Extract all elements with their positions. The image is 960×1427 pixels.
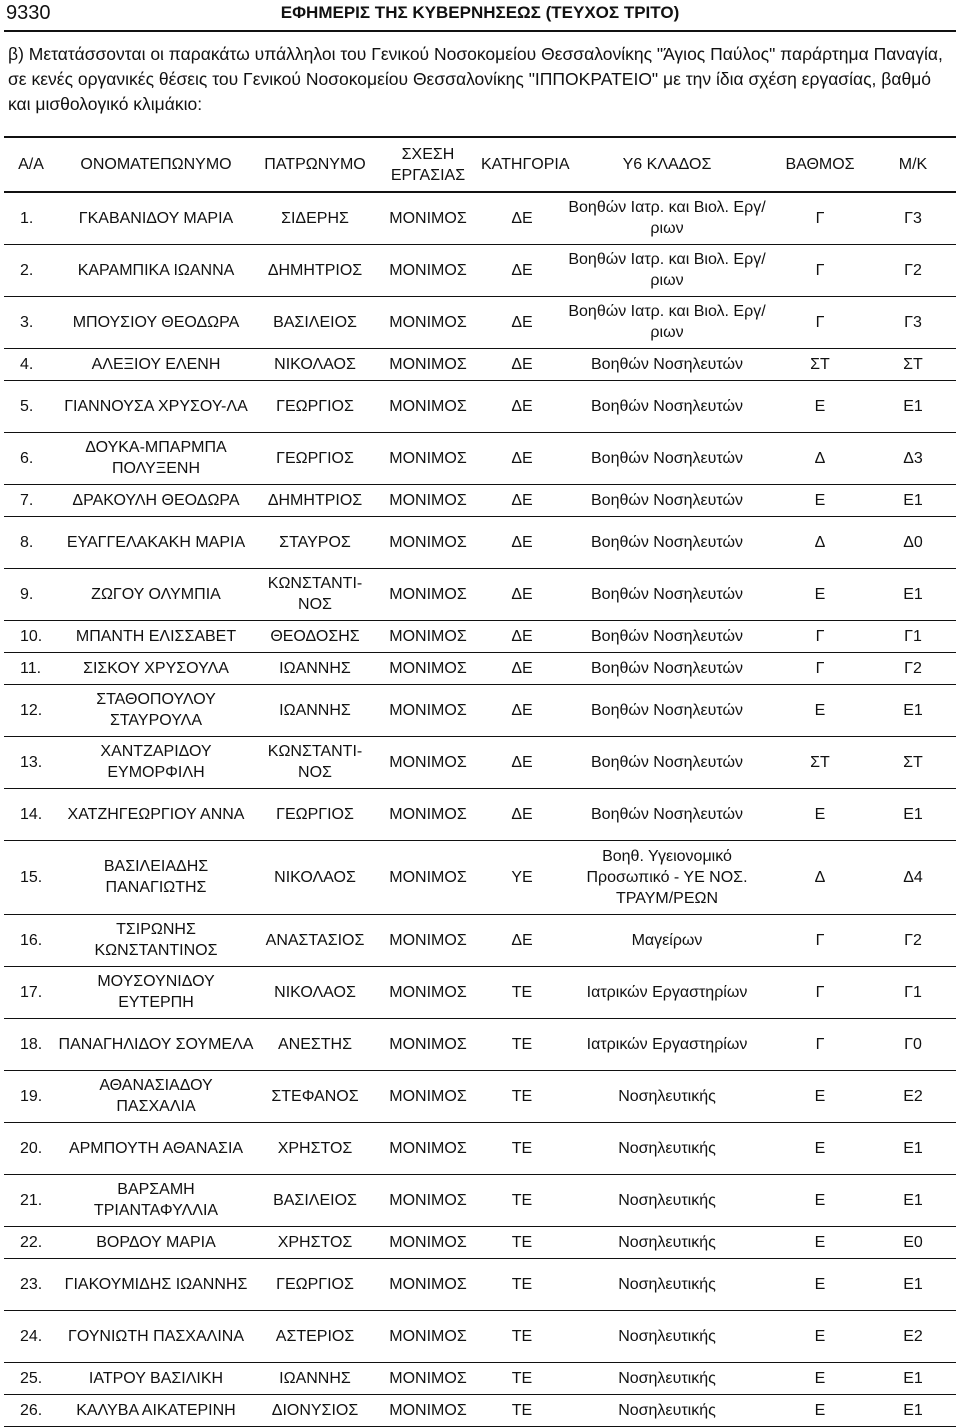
cell-category: ΔΕ xyxy=(511,701,533,719)
cell-aa: 10. xyxy=(20,627,43,645)
cell-grade: Ε xyxy=(814,1233,826,1251)
table-row xyxy=(4,1226,956,1258)
cell-category: ΤΕ xyxy=(511,1275,533,1293)
cell-branch: Ιατρικών Εργαστηρίων xyxy=(586,1035,748,1053)
cell-name: ΒΟΡΔΟΥ ΜΑΡΙΑ xyxy=(96,1233,216,1251)
cell-category: ΔΕ xyxy=(511,659,533,677)
cell-father: ΓΕΩΡΓΙΟΣ xyxy=(276,449,354,467)
table-row xyxy=(4,1070,956,1122)
cell-father: ΔΗΜΗΤΡΙΟΣ xyxy=(267,261,363,279)
cell-grade: Γ xyxy=(815,983,825,1001)
cell-mk: Δ0 xyxy=(903,533,923,551)
cell-relation: ΜΟΝΙΜΟΣ xyxy=(389,868,467,886)
cell-category: ΤΕ xyxy=(511,1191,533,1209)
cell-name: ΧΑΤΖΗΓΕΩΡΓΙΟΥ ΑΝΝΑ xyxy=(67,805,245,823)
cell-grade: Γ xyxy=(815,261,825,279)
cell-branch: Βοηθών Νοσηλευτών xyxy=(591,701,743,719)
cell-mk: Ε2 xyxy=(903,1327,923,1345)
cell-aa: 21. xyxy=(20,1191,43,1209)
page-number: 9330 xyxy=(6,2,51,24)
cell-aa: 18. xyxy=(20,1035,43,1053)
cell-father: ΙΩΑΝΝΗΣ xyxy=(279,701,351,719)
cell-branch: Βοηθών Νοσηλευτών xyxy=(591,533,743,551)
cell-mk: Ε1 xyxy=(903,491,923,509)
cell-mk: Ε1 xyxy=(903,1275,923,1293)
cell-category: ΤΕ xyxy=(511,983,533,1001)
cell-branch: Νοσηλευτικής xyxy=(618,1139,716,1157)
cell-name: ΚΑΡΑΜΠΙΚΑ ΙΩΑΝΝΑ xyxy=(77,261,235,279)
cell-grade: Ε xyxy=(814,585,826,603)
cell-branch: Νοσηλευτικής xyxy=(618,1401,716,1419)
cell-branch: Βοηθών Νοσηλευτών xyxy=(591,585,743,603)
cell-relation: ΜΟΝΙΜΟΣ xyxy=(389,1035,467,1053)
table-row xyxy=(4,1362,956,1394)
cell-mk: Γ3 xyxy=(904,313,922,331)
table-row xyxy=(4,348,956,380)
cell-mk: Δ3 xyxy=(903,449,923,467)
table-row xyxy=(4,192,956,244)
cell-category: ΔΕ xyxy=(511,805,533,823)
cell-branch: Βοηθών Νοσηλευτών xyxy=(591,805,743,823)
cell-branch: Βοηθών Ιατρ. και Βιολ. Εργ/ριων xyxy=(568,199,766,238)
table-row xyxy=(4,788,956,840)
cell-name: ΔΟΥΚΑ-ΜΠΑΡΜΠΑ ΠΟΛΥΞΕΝΗ xyxy=(85,439,227,477)
cell-relation: ΜΟΝΙΜΟΣ xyxy=(389,1275,467,1293)
cell-father: ΑΝΕΣΤΗΣ xyxy=(277,1035,352,1053)
cell-name: ΓΟΥΝΙΩΤΗ ΠΑΣΧΑΛΙΝΑ xyxy=(68,1327,244,1345)
cell-name: ΔΡΑΚΟΥΛΗ ΘΕΟΔΩΡΑ xyxy=(72,491,240,509)
cell-relation: ΜΟΝΙΜΟΣ xyxy=(389,753,467,771)
cell-name: ΜΠΑΝΤΗ ΕΛΙΣΣΑΒΕΤ xyxy=(75,627,237,645)
cell-branch: Νοσηλευτικής xyxy=(618,1275,716,1293)
cell-category: ΔΕ xyxy=(511,627,533,645)
cell-mk: Ε1 xyxy=(903,1191,923,1209)
cell-grade: ΣΤ xyxy=(810,355,830,373)
page-header xyxy=(4,0,956,32)
cell-relation: ΜΟΝΙΜΟΣ xyxy=(389,449,467,467)
cell-grade: Ε xyxy=(814,397,826,415)
cell-grade: ΣΤ xyxy=(810,753,830,771)
cell-father: ΣΤΕΦΑΝΟΣ xyxy=(271,1087,359,1105)
cell-branch: Βοηθών Ιατρ. και Βιολ. Εργ/ριων xyxy=(568,303,766,341)
cell-name: ΚΑΛΥΒΑ ΑΙΚΑΤΕΡΙΝΗ xyxy=(76,1401,236,1419)
cell-aa: 7. xyxy=(20,491,34,509)
col-header-relation: ΣΧΕΣΗ ΕΡΓΑΣΙΑΣ xyxy=(390,145,466,184)
cell-grade: Ε xyxy=(814,1087,826,1105)
cell-category: ΔΕ xyxy=(511,533,533,551)
cell-category: ΔΕ xyxy=(511,313,533,331)
cell-grade: Γ xyxy=(815,209,825,227)
cell-aa: 19. xyxy=(20,1087,43,1105)
cell-grade: Ε xyxy=(814,1275,826,1293)
cell-name: ΑΡΜΠΟΥΤΗ ΑΘΑΝΑΣΙΑ xyxy=(68,1139,244,1157)
cell-grade: Ε xyxy=(814,805,826,823)
intro-paragraph: β) Μετατάσσονται οι παρακάτω υπάλληλοι του Γενικού Νοσοκομείου Θεσσαλονίκης "Άγιος Παύλος" παράρτημα Παναγία, σε κενές οργανικές θέσεις του Γενικού Νοσοκομείου Θεσσαλονίκης "ΙΠΠΟΚΡΑΤΕΙΟ" με την ίδια σχέση εργασίας, βαθμό και μισθολογικό κλιμάκιο: xyxy=(8,44,943,114)
cell-aa: 26. xyxy=(20,1401,43,1419)
col-header-mk: Μ/Κ xyxy=(898,156,928,173)
cell-aa: 11. xyxy=(20,659,42,677)
cell-category: ΔΕ xyxy=(511,585,533,603)
cell-branch: Βοηθών Νοσηλευτών xyxy=(591,753,743,771)
cell-aa: 2. xyxy=(20,261,34,279)
cell-name: ΒΑΣΙΛΕΙΑΔΗΣ ΠΑΝΑΓΙΩΤΗΣ xyxy=(103,858,209,896)
cell-relation: ΜΟΝΙΜΟΣ xyxy=(389,983,467,1001)
cell-father: ΑΣΤΕΡΙΟΣ xyxy=(275,1327,355,1345)
cell-branch: Νοσηλευτικής xyxy=(618,1327,716,1345)
cell-relation: ΜΟΝΙΜΟΣ xyxy=(389,261,467,279)
cell-aa: 5. xyxy=(20,397,34,415)
cell-aa: 3. xyxy=(20,313,34,331)
cell-category: ΤΕ xyxy=(511,1035,533,1053)
cell-grade: Δ xyxy=(814,449,826,467)
cell-branch: Βοηθών Νοσηλευτών xyxy=(591,627,743,645)
table-row xyxy=(4,652,956,684)
cell-mk: Ε1 xyxy=(903,701,923,719)
cell-mk: Ε2 xyxy=(903,1087,923,1105)
cell-relation: ΜΟΝΙΜΟΣ xyxy=(389,931,467,949)
cell-grade: Γ xyxy=(815,931,825,949)
cell-aa: 25. xyxy=(20,1369,43,1387)
gazette-title: ΕΦΗΜΕΡΙΣ ΤΗΣ ΚΥΒΕΡΝΗΣΕΩΣ (ΤΕΥΧΟΣ ΤΡΙΤΟ) xyxy=(280,3,680,22)
cell-relation: ΜΟΝΙΜΟΣ xyxy=(389,701,467,719)
cell-father: ΝΙΚΟΛΑΟΣ xyxy=(274,355,356,373)
cell-name: ΒΑΡΣΑΜΗ ΤΡΙΑΝΤΑΦΥΛΛΙΑ xyxy=(93,1181,219,1219)
cell-category: ΔΕ xyxy=(511,261,533,279)
cell-mk: Ε1 xyxy=(903,805,923,823)
cell-father: ΣΙΔΕΡΗΣ xyxy=(281,209,349,227)
table-header-row xyxy=(4,137,956,192)
cell-name: ΓΙΑΚΟΥΜΙΔΗΣ ΙΩΑΝΝΗΣ xyxy=(64,1275,248,1293)
cell-name: ΧΑΝΤΖΑΡΙΔΟΥ ΕΥΜΟΡΦΙΛΗ xyxy=(100,743,212,781)
cell-father: ΙΩΑΝΝΗΣ xyxy=(279,659,351,677)
cell-grade: Γ xyxy=(815,313,825,331)
cell-mk: Ε1 xyxy=(903,1401,923,1419)
cell-category: ΥΕ xyxy=(511,868,533,886)
cell-grade: Ε xyxy=(814,1139,826,1157)
cell-name: ΣΙΣΚΟΥ ΧΡΥΣΟΥΛΑ xyxy=(83,659,229,677)
cell-father: ΚΩΝΣΤΑΝΤΙ-ΝΟΣ xyxy=(267,575,363,613)
cell-relation: ΜΟΝΙΜΟΣ xyxy=(389,1401,467,1419)
cell-branch: Βοηθών Νοσηλευτών xyxy=(591,491,743,509)
cell-category: ΤΕ xyxy=(511,1233,533,1251)
cell-aa: 16. xyxy=(20,931,43,949)
table-row xyxy=(4,244,956,296)
table-row xyxy=(4,966,956,1018)
table-row xyxy=(4,1394,956,1426)
cell-father: ΔΗΜΗΤΡΙΟΣ xyxy=(267,491,363,509)
cell-aa: 15. xyxy=(20,868,43,886)
cell-aa: 14. xyxy=(20,805,43,823)
cell-branch: Μαγείρων xyxy=(631,931,703,949)
cell-relation: ΜΟΝΙΜΟΣ xyxy=(389,313,467,331)
cell-aa: 23. xyxy=(20,1275,43,1293)
col-header-father: ΠΑΤΡΩΝΥΜΟ xyxy=(264,156,366,173)
cell-grade: Ε xyxy=(814,1369,826,1387)
cell-branch: Νοσηλευτικής xyxy=(618,1233,716,1251)
cell-father: ΝΙΚΟΛΑΟΣ xyxy=(274,868,356,886)
cell-mk: ΣΤ xyxy=(903,355,923,373)
cell-grade: Ε xyxy=(814,1191,826,1209)
cell-father: ΒΑΣΙΛΕΙΟΣ xyxy=(273,1191,357,1209)
cell-aa: 1. xyxy=(20,209,34,227)
cell-branch: Βοηθ. Υγειονομικό Προσωπικό - ΥΕ ΝΟΣ. ΤΡΑΥΜ/ΡΕΩΝ xyxy=(586,847,748,907)
table-row xyxy=(4,1018,956,1070)
cell-category: ΤΕ xyxy=(511,1369,533,1387)
table-row xyxy=(4,380,956,432)
cell-name: ΖΩΓΟΥ ΟΛΥΜΠΙΑ xyxy=(91,585,221,603)
cell-branch: Βοηθών Νοσηλευτών xyxy=(591,355,743,373)
cell-branch: Νοσηλευτικής xyxy=(618,1087,716,1105)
cell-aa: 17. xyxy=(20,983,43,1001)
cell-mk: Ε1 xyxy=(903,1369,923,1387)
cell-name: ΑΛΕΞΙΟΥ ΕΛΕΝΗ xyxy=(91,355,221,373)
table-row xyxy=(4,516,956,568)
cell-relation: ΜΟΝΙΜΟΣ xyxy=(389,533,467,551)
cell-category: ΔΕ xyxy=(511,753,533,771)
cell-grade: Ε xyxy=(814,701,826,719)
cell-mk: Ε0 xyxy=(903,1233,923,1251)
cell-grade: Ε xyxy=(814,491,826,509)
cell-grade: Γ xyxy=(815,659,825,677)
cell-aa: 24. xyxy=(20,1327,43,1345)
cell-relation: ΜΟΝΙΜΟΣ xyxy=(389,355,467,373)
table-row xyxy=(4,296,956,348)
cell-relation: ΜΟΝΙΜΟΣ xyxy=(389,627,467,645)
table-row xyxy=(4,1310,956,1362)
cell-branch: Βοηθών Ιατρ. και Βιολ. Εργ/ριων xyxy=(568,251,766,289)
cell-mk: Ε1 xyxy=(903,1139,923,1157)
cell-branch: Βοηθών Νοσηλευτών xyxy=(591,397,743,415)
col-header-grade: ΒΑΘΜΟΣ xyxy=(785,156,855,173)
cell-branch: Νοσηλευτικής xyxy=(618,1191,716,1209)
cell-mk: Γ1 xyxy=(904,627,922,645)
cell-father: ΓΕΩΡΓΙΟΣ xyxy=(276,397,354,415)
cell-aa: 4. xyxy=(20,355,34,373)
cell-mk: Δ4 xyxy=(903,868,923,886)
cell-category: ΔΕ xyxy=(511,491,533,509)
cell-name: ΤΣΙΡΩΝΗΣ ΚΩΝΣΤΑΝΤΙΝΟΣ xyxy=(94,921,218,959)
cell-father: ΙΩΑΝΝΗΣ xyxy=(279,1369,351,1387)
cell-father: ΑΝΑΣΤΑΣΙΟΣ xyxy=(265,931,365,949)
cell-grade: Γ xyxy=(815,1035,825,1053)
col-header-name: ΟΝΟΜΑΤΕΠΩΝΥΜΟ xyxy=(80,156,232,173)
cell-name: ΓΙΑΝΝΟΥΣΑ ΧΡΥΣΟΥ-ΛΑ xyxy=(64,397,248,415)
cell-mk: Γ0 xyxy=(904,1035,922,1053)
table-row xyxy=(4,432,956,484)
cell-relation: ΜΟΝΙΜΟΣ xyxy=(389,1087,467,1105)
cell-aa: 6. xyxy=(20,449,34,467)
cell-category: ΔΕ xyxy=(511,209,533,227)
cell-relation: ΜΟΝΙΜΟΣ xyxy=(389,491,467,509)
cell-relation: ΜΟΝΙΜΟΣ xyxy=(389,805,467,823)
cell-relation: ΜΟΝΙΜΟΣ xyxy=(389,1369,467,1387)
table-row xyxy=(4,1174,956,1226)
cell-category: ΤΕ xyxy=(511,1327,533,1345)
cell-aa: 13. xyxy=(20,753,43,771)
cell-category: ΔΕ xyxy=(511,355,533,373)
cell-name: ΕΥΑΓΓΕΛΑΚΑΚΗ ΜΑΡΙΑ xyxy=(66,533,246,551)
cell-name: ΑΘΑΝΑΣΙΑΔΟΥ ΠΑΣΧΑΛΙΑ xyxy=(99,1077,213,1115)
table-row xyxy=(4,484,956,516)
cell-relation: ΜΟΝΙΜΟΣ xyxy=(389,1233,467,1251)
cell-name: ΙΑΤΡΟΥ ΒΑΣΙΛΙΚΗ xyxy=(88,1369,224,1387)
cell-mk: Γ3 xyxy=(904,209,922,227)
cell-category: ΔΕ xyxy=(511,397,533,415)
table-row xyxy=(4,620,956,652)
cell-category: ΤΕ xyxy=(511,1401,533,1419)
cell-mk: Γ2 xyxy=(904,659,922,677)
table-row xyxy=(4,1122,956,1174)
cell-relation: ΜΟΝΙΜΟΣ xyxy=(389,1139,467,1157)
cell-grade: Ε xyxy=(814,1327,826,1345)
cell-branch: Βοηθών Νοσηλευτών xyxy=(591,449,743,467)
cell-grade: Ε xyxy=(814,1401,826,1419)
cell-father: ΝΙΚΟΛΑΟΣ xyxy=(274,983,356,1001)
cell-branch: Βοηθών Νοσηλευτών xyxy=(591,659,743,677)
cell-father: ΧΡΗΣΤΟΣ xyxy=(277,1139,353,1157)
cell-aa: 9. xyxy=(20,585,34,603)
cell-category: ΔΕ xyxy=(511,449,533,467)
cell-aa: 22. xyxy=(20,1233,43,1251)
cell-aa: 8. xyxy=(20,533,34,551)
cell-name: ΓΚΑΒΑΝΙΔΟΥ ΜΑΡΙΑ xyxy=(78,209,234,227)
cell-grade: Δ xyxy=(814,533,826,551)
cell-category: ΤΕ xyxy=(511,1087,533,1105)
col-header-aa: Α/Α xyxy=(18,156,44,173)
cell-relation: ΜΟΝΙΜΟΣ xyxy=(389,209,467,227)
cell-mk: Ε1 xyxy=(903,397,923,415)
cell-branch: Ιατρικών Εργαστηρίων xyxy=(586,983,748,1001)
cell-relation: ΜΟΝΙΜΟΣ xyxy=(389,659,467,677)
transfer-table xyxy=(4,136,956,1427)
cell-mk: Γ1 xyxy=(904,983,922,1001)
cell-father: ΔΙΟΝΥΣΙΟΣ xyxy=(271,1401,359,1419)
table-row xyxy=(4,568,956,620)
cell-name: ΣΤΑΘΟΠΟΥΛΟΥ ΣΤΑΥΡΟΥΛΑ xyxy=(96,691,216,729)
cell-name: ΜΠΟΥΣΙΟΥ ΘΕΟΔΩΡΑ xyxy=(72,313,240,331)
table-row xyxy=(4,914,956,966)
cell-mk: Ε1 xyxy=(903,585,923,603)
cell-father: ΓΕΩΡΓΙΟΣ xyxy=(276,805,354,823)
col-header-branch: Υ6 ΚΛΑΔΟΣ xyxy=(622,156,712,173)
cell-branch: Νοσηλευτικής xyxy=(618,1369,716,1387)
col-header-category: ΚΑΤΗΓΟΡΙΑ xyxy=(481,156,570,173)
cell-mk: Γ2 xyxy=(904,931,922,949)
table-row xyxy=(4,684,956,736)
cell-grade: Γ xyxy=(815,627,825,645)
cell-aa: 20. xyxy=(20,1139,43,1157)
cell-father: ΘΕΟΔΟΣΗΣ xyxy=(270,627,360,645)
cell-father: ΓΕΩΡΓΙΟΣ xyxy=(276,1275,354,1293)
cell-father: ΧΡΗΣΤΟΣ xyxy=(277,1233,353,1251)
cell-aa: 12. xyxy=(20,701,43,719)
table-row xyxy=(4,840,956,914)
table-row xyxy=(4,1258,956,1310)
cell-grade: Δ xyxy=(814,868,826,886)
cell-relation: ΜΟΝΙΜΟΣ xyxy=(389,1191,467,1209)
cell-category: ΔΕ xyxy=(511,931,533,949)
cell-name: ΠΑΝΑΓΗΛΙΔΟΥ ΣΟΥΜΕΛΑ xyxy=(58,1035,254,1053)
cell-father: ΒΑΣΙΛΕΙΟΣ xyxy=(273,313,357,331)
cell-relation: ΜΟΝΙΜΟΣ xyxy=(389,1327,467,1345)
cell-father: ΚΩΝΣΤΑΝΤΙ-ΝΟΣ xyxy=(267,743,363,781)
cell-name: ΜΟΥΣΟΥΝΙΔΟΥ ΕΥΤΕΡΠΗ xyxy=(97,973,215,1011)
table-row xyxy=(4,736,956,788)
cell-father: ΣΤΑΥΡΟΣ xyxy=(279,533,351,551)
cell-relation: ΜΟΝΙΜΟΣ xyxy=(389,585,467,603)
cell-relation: ΜΟΝΙΜΟΣ xyxy=(389,397,467,415)
cell-mk: Γ2 xyxy=(904,261,922,279)
cell-mk: ΣΤ xyxy=(903,753,923,771)
cell-category: ΤΕ xyxy=(511,1139,533,1157)
